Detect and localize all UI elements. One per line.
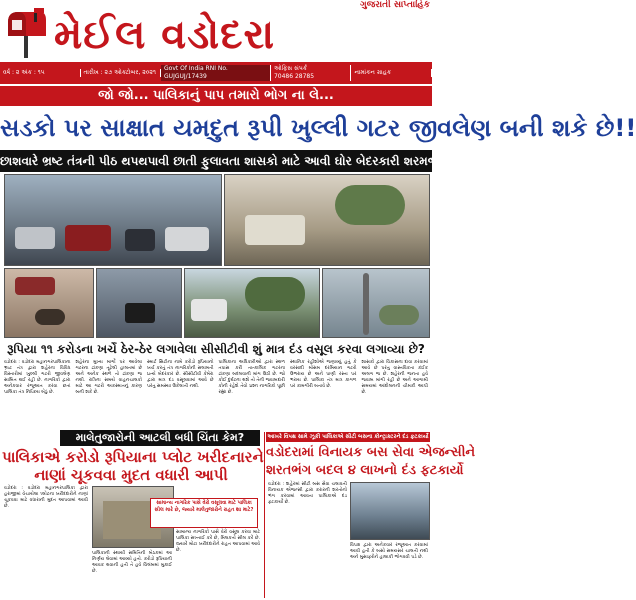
article-column: પાલિકાની સ્થાયી સમિતિની બેઠકમાં આ નિર્ણય લેવામાં આવ્યો હતો. કરોડો રૂપિયાની આવક થવાની હતી તે હવે વિલંબમાં મુકાઈ છે.: [92, 551, 172, 574]
lead-kicker: જો જો... પાલિકાનું પાપ તમારો ભોગ ના લે...: [0, 86, 432, 106]
pole-photo: [322, 268, 430, 338]
article-column: વડોદરા : શહેરમાં સીટી બસ સેવા ચલાવતી વિનાયક એજન્સી દ્વારા કરારની શરતોનો ભંગ કરવામાં આવતા પાલિકાએ દંડ ફટકાર્યો છે.: [268, 482, 347, 505]
office-phone: 70486 28785: [273, 73, 315, 80]
second-headline-line-2: નાણાં ચૂકવવા મુદત વધારી આપી: [34, 466, 228, 484]
traffic-photo: [4, 174, 222, 266]
road-barrier-photo: [224, 174, 430, 266]
article-column: શાસકો દ્વારા વિકાસના દાવા કરવામાં આવે છે પરંતુ વાસ્તવિકતા કંઈક અલગ જ છે. શહેરની જનતા હવે જવાબ માંગી રહી છે અને આગામી સમયમાં આંદોલનની ચીમકી આપી છે.: [361, 360, 428, 395]
third-story-body: [268, 482, 428, 596]
boxed-note: સામાન્ય નાગરિક પાસે વેરો વસૂલવા માટે પાલિકા સીલ મારે છે, જ્યારે માલેતુજારોને રાહત શા માટે?: [150, 498, 258, 528]
article-column: શહેરના મુખ્ય માર્ગો પર આવેલા ગટરના ઢાંકણા તૂટેલી હાલતમાં છે અને અનેક સ્થળે તો ઢાંકણા જ નથી. રાત્રિના સમયે વાહનચાલકો માટે આ ગટરો અકસ્માતનું કારણ બની શકે છે.: [75, 360, 142, 395]
article-column: વડોદરા : વડોદરા મહાનગરપાલિકા દ્વારા હરાજીમાં વેચાયેલા પ્લોટના ખરીદદારોને નાણાં ચૂકવવા માટે વધારાની મુદત આપવામાં આવી છે.: [4, 486, 88, 509]
lead-headline: સડકો પર સાક્ષાત યમદુત રૂપી ખુલ્લી ગટર જીવલેણ બની શકે છે!!: [0, 114, 636, 142]
price-label: નામાંકન ગ્રાહક: [351, 69, 432, 77]
lead-subhead: છાશવારે ભ્રષ્ટ તંત્રની પીઠ થપથપાવી છાતી ફુલાવતા શાસકો માટે આવી ઘોર બેદરકારી શરમજનક..!!: [0, 150, 432, 172]
article-column: સામાન્ય નાગરિકો પાસે વેરો વસૂલ કરવા માટે પાલિકા સખ્તાઈ કરે છે, મિલકતો સીલ કરે છે. જ્યારે મોટા ખરીદદારોને રાહત આપવામાં આવે છે.: [176, 530, 260, 553]
issue-date: તારીખ : ૨૭ ઓક્ટોબર, ૨૦૨૧: [81, 69, 162, 77]
issue-number: વર્ષ : ૨ અંક : ૧૫: [0, 69, 81, 77]
third-headline-line-2: શરતભંગ બદલ ૪ લાખનો દંડ ફટકાર્યો: [266, 463, 464, 478]
second-headline-line-1: પાલિકાએ કરોડો રૂપિયાના પ્લોટ ખરીદનારને: [2, 448, 264, 466]
tagline: ગુજરાતી સાપ્તાહિક: [360, 0, 430, 10]
mailbox-logo: [4, 8, 50, 58]
article-column: સ્થાનિક રહીશોએ જણાવ્યું હતું કે વરસાદી મોસમ દરમિયાન ગટરો ઉભરાય છે અને પાણી રસ્તા પર ભરાય છે. પાલિકા તંત્ર માત્ર કાગળ પર કામગીરી બતાવે છે.: [290, 360, 357, 389]
third-headline-line-1: વડોદરામાં વિનાયક બસ સેવા એજન્સીને: [266, 445, 476, 460]
office-contact: [271, 65, 352, 81]
article-column: વિપક્ષ દ્વારા અનેકવાર રજૂઆત કરવામાં આવી હતી કે બસો સમયસર ચાલતી નથી અને મુસાફરોને હાલાકી ભોગવવી પડે છે.: [350, 543, 428, 560]
lead-article-body: [4, 360, 428, 428]
roadside-photo: [184, 268, 320, 338]
article-column: સ્માર્ટ સિટીના નામે કરોડો રૂપિયાનો ખર્ચ કરતું તંત્ર નાગરિકોની સલામતી પ્રત્યે બેદરકાર છે. સીસીટીવી કેમેરા દ્વારા માત્ર દંડ વસૂલવામાં આવે છે પરંતુ સમસ્યા ઉકેલાતી નથી.: [147, 360, 214, 389]
info-bar: [0, 62, 432, 84]
photo-caption-headline: રૂપિયા ૧૧ કરોડના ખર્ચે ઠેર-ઠેર લગાવેલા સીસીટીવી શું માત્ર દંડ વસૂલ કરવા લગાવ્યા છે?: [7, 342, 425, 356]
open-drain-photo: [96, 268, 182, 338]
article-column: વડોદરા : વડોદરા મહાનગરપાલિકાના ભ્રષ્ટ તંત્ર દ્વારા શહેરના વિવિધ વિસ્તારોમાં ખુલ્લી ગટરો જીવલેણ સાબિત થઈ રહી છે. નાગરિકો દ્વારા અનેકવાર રજૂઆત કરવા છતાં પાલિકા તંત્ર નિષ્ક્રિય બેઠું છે.: [4, 360, 71, 395]
third-story-kicker: આખરે વિપક્ષ સામે ઝૂકી પાલિકાએ સીટી બસના કોન્ટ્રાક્ટરને દંડ ફટકાર્યો: [267, 434, 429, 440]
office-label: ઓફિસ સંપર્ક: [273, 65, 307, 72]
registration-number: Govt Of India RNI No. GUJGUJ/17439: [161, 65, 271, 81]
pothole-photo: [4, 268, 94, 338]
newspaper-title: મેઈલ વડોદરા: [54, 12, 276, 58]
third-story-headline: [266, 444, 476, 480]
city-bus-photo: [350, 482, 430, 540]
second-story-band: માલેતુજારોની આટલી બધી ચિંતા કેમ?: [60, 430, 260, 446]
masthead: [0, 0, 432, 62]
second-story-headline: [2, 448, 264, 484]
article-column: પાલિકાના અધિકારીઓ દ્વારા સ્થળ તપાસ કરી તાત્કાલિક ગટરના ઢાંકણા બદલવાની માંગ ઉઠી છે. જો કોઈ દુર્ઘટના થશે તો તેની જવાબદારી કોની રહેશે તેવો પ્રશ્ન નાગરિકો પૂછી રહ્યા છે.: [218, 360, 285, 395]
